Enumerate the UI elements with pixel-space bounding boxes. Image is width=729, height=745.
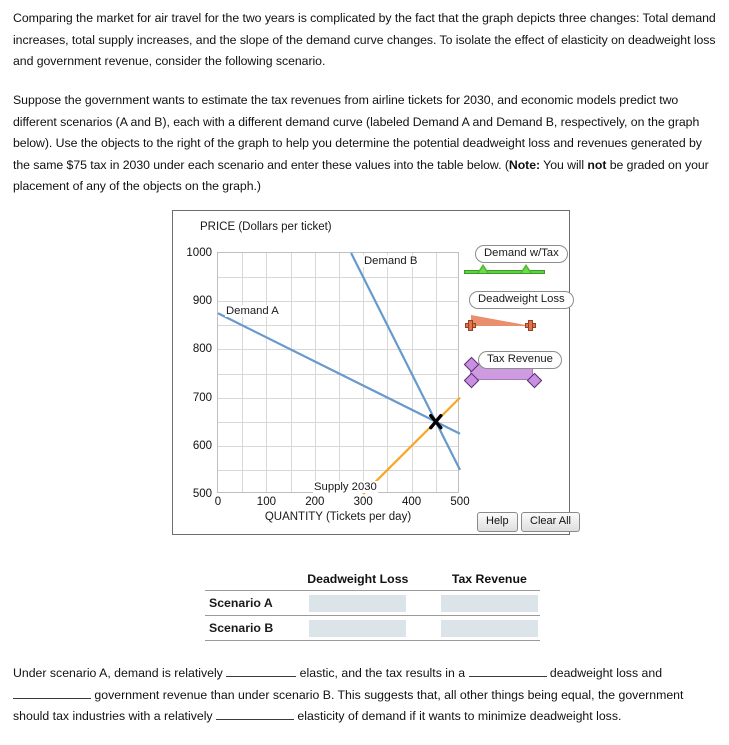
demand-a-label: Demand A bbox=[226, 305, 279, 317]
cross-handle-icon[interactable] bbox=[465, 320, 476, 331]
blank-elasticity-recommendation[interactable] bbox=[216, 708, 294, 720]
x-tick-200: 200 bbox=[305, 496, 325, 508]
table-header-tax-revenue: Tax Revenue bbox=[451, 572, 527, 586]
table-row bbox=[205, 591, 540, 616]
deadweight-loss-label[interactable]: Deadweight Loss bbox=[469, 291, 574, 309]
scenario-a-deadweight-loss-input[interactable] bbox=[309, 595, 406, 612]
y-tick-800: 800 bbox=[192, 343, 212, 356]
demand-b-curve bbox=[351, 253, 460, 470]
supply-2030-curve bbox=[363, 398, 460, 494]
y-tick-1000: 1000 bbox=[186, 247, 212, 259]
cell-scenario-a-tax-revenue[interactable] bbox=[439, 591, 540, 616]
row-label-scenario-a: Scenario A bbox=[209, 596, 273, 610]
row-label-scenario-b: Scenario B bbox=[209, 621, 274, 635]
y-tick-500: 500 bbox=[192, 488, 212, 500]
deadweight-loss-triangle[interactable] bbox=[463, 306, 553, 338]
scenario-b-deadweight-loss-input[interactable] bbox=[309, 620, 406, 637]
cell-spacer bbox=[411, 616, 439, 641]
x-tick-100: 100 bbox=[256, 496, 276, 508]
closing-text-3: deadweight loss and bbox=[546, 666, 663, 680]
intro-paragraph-2-part-c: be graded on your placement of any of the objects on the graph.) bbox=[13, 157, 709, 193]
note-label: Note: bbox=[508, 157, 541, 172]
cell-scenario-b-tax-revenue[interactable] bbox=[439, 616, 540, 641]
closing-text-2: elastic, and the tax results in a bbox=[296, 666, 469, 680]
closing-text-1: Under scenario A, demand is relatively bbox=[13, 666, 227, 680]
table-body bbox=[205, 591, 540, 641]
x-tick-400: 400 bbox=[402, 496, 422, 508]
y-tick-900: 900 bbox=[192, 295, 212, 308]
blank-deadweight-loss-comparison[interactable] bbox=[469, 665, 547, 677]
scenario-b-tax-revenue-input[interactable] bbox=[441, 620, 538, 637]
equilibrium-x-marker bbox=[431, 416, 441, 428]
triangle-handle-inner-icon bbox=[479, 267, 487, 273]
cell-scenario-b-deadweight-loss[interactable] bbox=[305, 616, 411, 641]
demand-b-label: Demand B bbox=[364, 255, 418, 267]
x-tick-300: 300 bbox=[353, 496, 373, 508]
closing-text-4: government revenue than under scenario B. This suggests that, all other things being equal, the government should tax industries with a relatively bbox=[13, 687, 684, 723]
tax-revenue-label[interactable]: Tax Revenue bbox=[478, 351, 562, 369]
closing-paragraph bbox=[13, 663, 723, 728]
cell-spacer bbox=[411, 591, 439, 616]
supply-2030-label: Supply 2030 bbox=[314, 481, 377, 493]
triangle-handle-inner-icon bbox=[522, 267, 530, 273]
curve-layer bbox=[218, 253, 460, 494]
y-tick-600: 600 bbox=[192, 439, 212, 452]
blank-elasticity-a[interactable] bbox=[226, 665, 296, 677]
table-header-spacer bbox=[411, 572, 439, 591]
x-tick-0: 0 bbox=[214, 496, 222, 508]
answer-table bbox=[205, 572, 540, 641]
quantity-axis-title: QUANTITY (Tickets per day) bbox=[264, 511, 412, 523]
table-row bbox=[205, 616, 540, 641]
table-header bbox=[205, 572, 540, 591]
plot-area[interactable] bbox=[186, 247, 470, 508]
intro-paragraph-1: Comparing the market for air travel for the two years is complicated by the fact that the graph depicts three changes: Total demand increases, total supply increases, and the slope of the demand curve changes. To isolate the effect of elasticity on deadweight loss and government revenue, consider the following scenario. bbox=[13, 11, 716, 68]
intro-paragraph-2-part-a: Suppose the government wants to estimate the tax revenues from airline tickets for 2030, and economic models predict two different scenarios (A and B), each with a different demand curve (labeled Demand A and Demand B, respectively, on the graph below). Use the objects to the right of the graph to help you determine the potential deadweight loss and revenues generated by the same $75 tax in 2030 under each scenario and enter these values into the table below. ( bbox=[13, 93, 702, 172]
closing-text-5: elasticity of demand if it wants to minimize deadweight loss. bbox=[294, 709, 622, 723]
intro-paragraph-2-part-b: You will bbox=[540, 157, 588, 172]
cross-handle-icon[interactable] bbox=[525, 320, 536, 331]
x-tick-500: 500 bbox=[450, 496, 470, 508]
graph-panel[interactable] bbox=[172, 210, 570, 535]
cell-scenario-a-deadweight-loss[interactable] bbox=[305, 591, 411, 616]
scenario-a-tax-revenue-input[interactable] bbox=[441, 595, 538, 612]
intro-paragraph-2 bbox=[13, 90, 720, 198]
blank-government-revenue-comparison[interactable] bbox=[13, 687, 91, 699]
table-header-blank bbox=[205, 572, 305, 591]
help-button[interactable]: Help bbox=[477, 512, 518, 532]
price-axis-title: PRICE (Dollars per ticket) bbox=[200, 221, 332, 233]
not-emphasis: not bbox=[587, 157, 607, 172]
demand-with-tax-label[interactable]: Demand w/Tax bbox=[475, 245, 568, 263]
table-header-row bbox=[205, 572, 540, 591]
y-tick-700: 700 bbox=[192, 391, 212, 404]
demand-a-curve bbox=[218, 313, 460, 434]
table-header-deadweight-loss: Deadweight Loss bbox=[307, 572, 409, 586]
clear-all-button[interactable]: Clear All bbox=[521, 512, 580, 532]
